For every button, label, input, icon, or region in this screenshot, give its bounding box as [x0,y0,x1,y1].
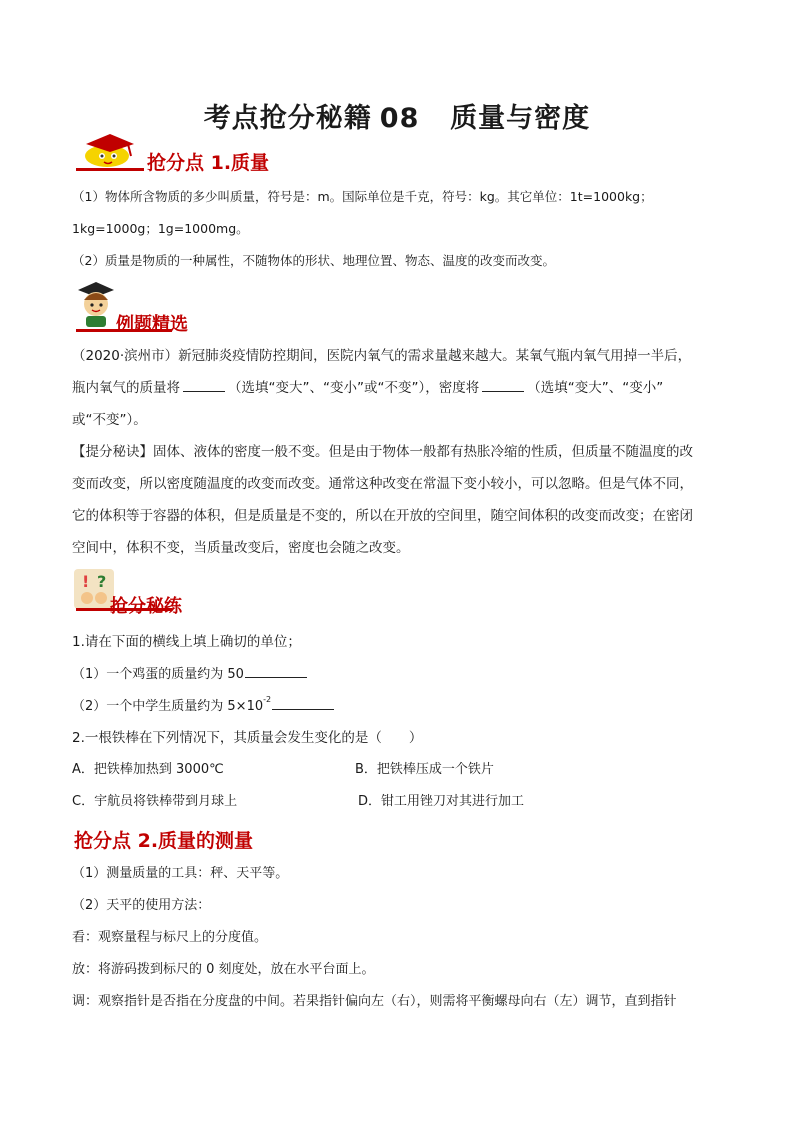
example-text: （选填“变大”、“变小” [527,380,664,396]
practice-q1b [72,696,732,717]
tip-text: 固体、液体的密度一般不变。但是由于物体一般都有热胀冷缩的性质，但质量不随温度的改 [153,444,693,460]
section-heading-mass: 抢分点 1.质量 [147,152,270,174]
mass-definition-line1: （1）物体所含物质的多少叫质量，符号是：m。国际单位是千克，符号：kg。其它单位：1t=1000kg； [72,189,653,204]
option-d[interactable]: D．钳工用锉刀对其进行加工 [358,794,525,809]
answer-blank[interactable] [272,696,334,710]
title-code: 08 [379,103,420,134]
answer-blank[interactable] [482,377,524,392]
practice-text: （1）一个鸡蛋的质量约为 50 [72,667,244,682]
example-question [72,340,736,564]
svg-text:!: ! [82,572,90,591]
example-question-line3: 或“不变”）。 [72,412,147,428]
answer-blank[interactable] [183,377,225,392]
mass-definition-line2: 1kg=1000g；1g=1000mg。 [72,221,249,236]
practice-q2: 2.一根铁棒在下列情况下，其质量会发生变化的是（ ） [72,730,423,746]
measurement-line4: 放：将游码拨到标尺的 0 刻度处，放在水平台面上。 [72,962,375,977]
measurement-line3: 看：观察量程与标尺上的分度值。 [72,930,268,945]
mass-property-line: （2）质量是物质的一种属性，不随物体的形状、地理位置、物态、温度的改变而改变。 [72,253,555,268]
section-heading-examples: 例题精选 [116,314,188,335]
practice-cartoon-icon [73,568,115,610]
option-a[interactable]: A．把铁棒加热到 3000℃ [72,762,224,777]
section-underline [76,168,144,171]
option-c[interactable]: C．宇航员将铁棒带到月球上 [72,794,238,809]
student-cartoon-icon [74,280,118,328]
example-text: （选填“变大”、“变小”或“不变”），密度将 [228,380,480,396]
measurement-line2: （2）天平的使用方法： [72,898,211,913]
tip-line1 [72,436,736,468]
option-b[interactable]: B．把铁棒压成一个铁片 [355,762,494,777]
exponent: -2 [263,695,272,704]
measurement-line1: （1）测量质量的工具：秤、天平等。 [72,866,289,881]
measurement-line5: 调：观察指针是否指在分度盘的中间。若果指针偏向左（右），则需将平衡螺母向右（左）调节，直到指针 [72,994,677,1009]
tip-line2: 变而改变，所以密度随温度的改变而改变。通常这种改变在常温下变小较小，可以忽略。但是气体不同， [72,476,693,492]
tip-label: 【提分秘诀】 [72,444,153,460]
example-question-line1: （2020·滨州市）新冠肺炎疫情防控期间，医院内氧气的需求量越来越大。某氧气瓶内氧气用掉一半后， [72,348,692,364]
tip-line3: 它的体积等于容器的体积，但是质量是不变的，所以在开放的空间里，随空间体积的改变而改变；在密闭 [72,508,693,524]
practice-q1a [72,664,732,685]
mascot-graduate-icon [76,130,138,170]
svg-text:?: ? [97,572,107,591]
tip-line4: 空间中，体积不变，当质量改变后，密度也会随之改变。 [72,540,410,556]
example-question-line2 [72,372,736,404]
example-text: 瓶内氧气的质量将 [72,380,180,396]
title-main: 考点抢分秘籍 [203,103,372,134]
answer-blank[interactable] [245,664,307,678]
practice-q1: 1.请在下面的横线上填上确切的单位； [72,634,301,650]
title-topic: 质量与密度 [450,103,591,134]
section-heading-measurement: 抢分点 2.质量的测量 [74,830,254,852]
section-heading-practice: 抢分秘练 [110,596,182,617]
practice-text: （2）一个中学生质量约为 5×10 [72,699,264,714]
